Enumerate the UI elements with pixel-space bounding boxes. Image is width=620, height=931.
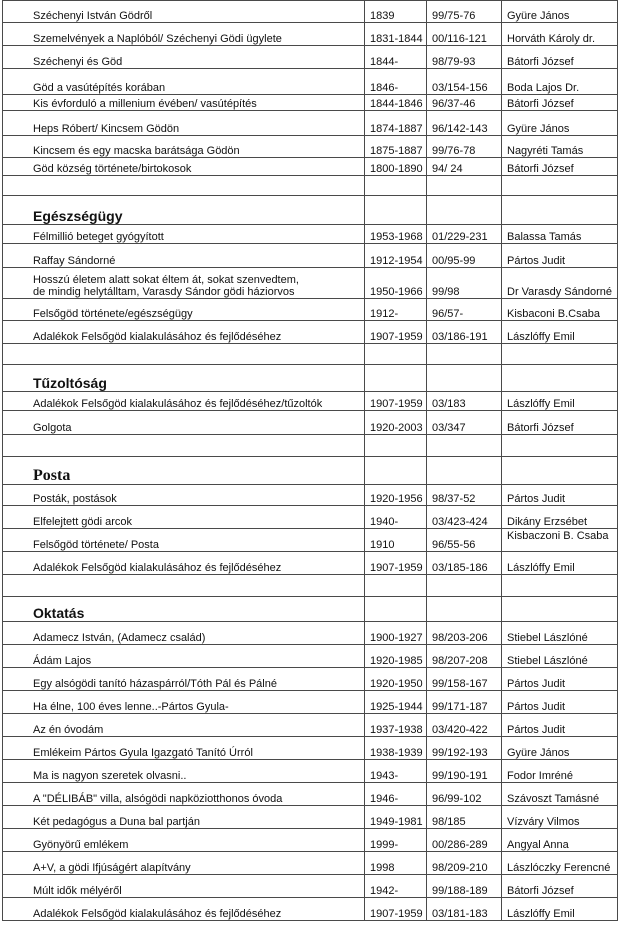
issue-page-ref: 03/181-183	[427, 898, 502, 921]
author-name: Vízváry Vilmos	[502, 806, 618, 829]
empty-cell	[365, 196, 427, 225]
issue-page-ref: 03/186-191	[427, 321, 502, 344]
article-title: Az én óvodám	[3, 714, 365, 737]
article-title: Hosszú életem alatt sokat éltem át, sokat szenvedtem, de mindig helytálltam, Varasdy Sándor gödi háziorvos	[3, 268, 365, 299]
table-row	[3, 69, 618, 95]
year-range: 1999-	[365, 829, 427, 852]
empty-cell	[502, 344, 618, 365]
section-heading-row	[3, 196, 618, 225]
article-title: Adalékok Felsőgöd kialakulásához és fejlődéséhez/tűzoltók	[3, 392, 365, 411]
table-row	[3, 622, 618, 645]
article-title: Adalékok Felsőgöd kialakulásához és fejlődéséhez	[3, 321, 365, 344]
year-range: 1874-1887	[365, 111, 427, 136]
table-row	[3, 1, 618, 23]
author-name: Lászlóffy Emil	[502, 898, 618, 921]
year-range: 1875-1887	[365, 136, 427, 158]
table-row	[3, 691, 618, 714]
article-title: Ádám Lajos	[3, 645, 365, 668]
issue-page-ref: 03/423-424	[427, 506, 502, 529]
article-title: Ha élne, 100 éves lenne..-Pártos Gyula-	[3, 691, 365, 714]
year-range: 1907-1959	[365, 552, 427, 575]
table-row	[3, 411, 618, 435]
year-range: 1844-1846	[365, 95, 427, 111]
table-row	[3, 645, 618, 668]
year-range: 1943-	[365, 760, 427, 783]
author-name: Pártos Judit	[502, 714, 618, 737]
author-name: Boda Lajos Dr.	[502, 69, 618, 95]
table-row	[3, 111, 618, 136]
author-name: Szávoszt Tamásné	[502, 783, 618, 806]
issue-page-ref: 96/99-102	[427, 783, 502, 806]
issue-page-ref: 98/207-208	[427, 645, 502, 668]
issue-page-ref: 03/154-156	[427, 69, 502, 95]
table-row	[3, 714, 618, 737]
year-range: 1907-1959	[365, 392, 427, 411]
year-range: 1907-1959	[365, 898, 427, 921]
article-title: Kincsem és egy macska barátsága Gödön	[3, 136, 365, 158]
empty-cell	[502, 196, 618, 225]
issue-page-ref: 96/57-	[427, 299, 502, 321]
table-row	[3, 136, 618, 158]
issue-page-ref: 98/79-93	[427, 46, 502, 69]
table-row	[3, 529, 618, 552]
table-row	[3, 244, 618, 268]
issue-page-ref: 94/ 24	[427, 158, 502, 176]
author-name: Gyüre János	[502, 737, 618, 760]
year-range: 1910	[365, 529, 427, 552]
year-range: 1925-1944	[365, 691, 427, 714]
year-range: 1949-1981	[365, 806, 427, 829]
article-title: Ma is nagyon szeretek olvasni..	[3, 760, 365, 783]
empty-cell	[365, 597, 427, 622]
empty-cell	[427, 457, 502, 485]
article-title: Széchenyi és Göd	[3, 46, 365, 69]
article-title: Szemelvények a Naplóból/ Széchenyi Gödi ügylete	[3, 23, 365, 46]
empty-cell	[502, 597, 618, 622]
year-range: 1920-1985	[365, 645, 427, 668]
table-body	[3, 1, 618, 921]
issue-page-ref: 99/188-189	[427, 875, 502, 898]
year-range: 1938-1939	[365, 737, 427, 760]
issue-page-ref: 98/37-52	[427, 485, 502, 506]
article-title: Múlt idők mélyéről	[3, 875, 365, 898]
table-row	[3, 806, 618, 829]
author-name: Bátorfi József	[502, 95, 618, 111]
author-name: Lászlóffy Emil	[502, 552, 618, 575]
article-title: Raffay Sándorné	[3, 244, 365, 268]
section-heading-row	[3, 597, 618, 622]
year-range: 1940-	[365, 506, 427, 529]
author-name: Stiebel Lászlóné	[502, 622, 618, 645]
table-row	[3, 95, 618, 111]
empty-cell	[427, 196, 502, 225]
author-name: Balassa Tamás	[502, 225, 618, 244]
article-title: A "DÉLIBÁB" villa, alsógödi napköziotthonos óvoda	[3, 783, 365, 806]
empty-cell	[427, 365, 502, 392]
issue-page-ref: 99/76-78	[427, 136, 502, 158]
article-title: Felsőgöd története/egészségügy	[3, 299, 365, 321]
empty-cell	[365, 435, 427, 457]
empty-cell	[502, 435, 618, 457]
year-range: 1950-1966	[365, 268, 427, 299]
issue-page-ref: 99/171-187	[427, 691, 502, 714]
author-name: Lászlóffy Emil	[502, 321, 618, 344]
year-range: 1844-	[365, 46, 427, 69]
empty-cell	[502, 365, 618, 392]
article-title: Adamecz István, (Adamecz család)	[3, 622, 365, 645]
author-name: Lászlóczky Ferencné	[502, 852, 618, 875]
table-row	[3, 829, 618, 852]
table-row	[3, 225, 618, 244]
article-title: Gyönyörű emlékem	[3, 829, 365, 852]
author-name: Horváth Károly dr.	[502, 23, 618, 46]
year-range: 1942-	[365, 875, 427, 898]
empty-cell	[427, 597, 502, 622]
year-range: 1920-1950	[365, 668, 427, 691]
year-range: 1953-1968	[365, 225, 427, 244]
bibliography-table	[2, 0, 618, 921]
empty-cell	[365, 365, 427, 392]
issue-page-ref: 03/347	[427, 411, 502, 435]
article-title: Széchenyi István Gödről	[3, 1, 365, 23]
author-name: Pártos Judit	[502, 244, 618, 268]
empty-cell	[3, 575, 365, 597]
author-name: Lászlóffy Emil	[502, 392, 618, 411]
article-title: Adalékok Felsőgöd kialakulásához és fejlődéséhez	[3, 898, 365, 921]
section-heading: Egészségügy	[3, 196, 365, 225]
table-row	[3, 23, 618, 46]
author-name: Gyüre János	[502, 111, 618, 136]
author-name: Fodor Imréné	[502, 760, 618, 783]
article-title: A+V, a gödi Ifjúságért alapítvány	[3, 852, 365, 875]
author-name: Pártos Judit	[502, 485, 618, 506]
issue-page-ref: 03/185-186	[427, 552, 502, 575]
empty-cell	[3, 344, 365, 365]
table-row	[3, 875, 618, 898]
table-row	[3, 299, 618, 321]
table-row	[3, 783, 618, 806]
year-range: 1907-1959	[365, 321, 427, 344]
year-range: 1831-1844	[365, 23, 427, 46]
empty-cell	[502, 176, 618, 196]
issue-page-ref: 96/55-56	[427, 529, 502, 552]
blank-row	[3, 435, 618, 457]
empty-cell	[365, 176, 427, 196]
author-name: Kisbaconi B.Csaba	[502, 299, 618, 321]
table-row	[3, 46, 618, 69]
table-row	[3, 552, 618, 575]
author-name: Angyal Anna	[502, 829, 618, 852]
article-title: Posták, postások	[3, 485, 365, 506]
table-row	[3, 898, 618, 921]
issue-page-ref: 01/229-231	[427, 225, 502, 244]
year-range: 1846-	[365, 69, 427, 95]
section-heading-row	[3, 457, 618, 485]
empty-cell	[502, 457, 618, 485]
empty-cell	[3, 176, 365, 196]
issue-page-ref: 98/203-206	[427, 622, 502, 645]
issue-page-ref: 00/286-289	[427, 829, 502, 852]
author-name: Nagyréti Tamás	[502, 136, 618, 158]
author-name: Bátorfi József	[502, 158, 618, 176]
empty-cell	[3, 435, 365, 457]
issue-page-ref: 96/37-46	[427, 95, 502, 111]
table-row	[3, 158, 618, 176]
article-title: Göd a vasútépítés korában	[3, 69, 365, 95]
table-row	[3, 392, 618, 411]
table-row	[3, 321, 618, 344]
year-range: 1839	[365, 1, 427, 23]
issue-page-ref: 99/158-167	[427, 668, 502, 691]
year-range: 1920-2003	[365, 411, 427, 435]
issue-page-ref: 96/142-143	[427, 111, 502, 136]
issue-page-ref: 03/420-422	[427, 714, 502, 737]
table-row	[3, 668, 618, 691]
author-name: Stiebel Lászlóné	[502, 645, 618, 668]
blank-row	[3, 176, 618, 196]
author-name: Dikány Erzsébet	[502, 506, 618, 529]
author-name: Bátorfi József	[502, 875, 618, 898]
author-name: Kisbaczoni B. Csaba	[502, 529, 618, 552]
issue-page-ref: 98/209-210	[427, 852, 502, 875]
empty-cell	[427, 435, 502, 457]
article-title: Felsőgöd története/ Posta	[3, 529, 365, 552]
author-name: Gyüre János	[502, 1, 618, 23]
article-title: Félmillió beteget gyógyított	[3, 225, 365, 244]
section-heading-row	[3, 365, 618, 392]
year-range: 1937-1938	[365, 714, 427, 737]
section-heading: Tűzoltóság	[3, 365, 365, 392]
issue-page-ref: 99/75-76	[427, 1, 502, 23]
issue-page-ref: 99/98	[427, 268, 502, 299]
blank-row	[3, 575, 618, 597]
article-title: Elfelejtett gödi arcok	[3, 506, 365, 529]
empty-cell	[427, 344, 502, 365]
author-name: Bátorfi József	[502, 411, 618, 435]
author-name: Bátorfi József	[502, 46, 618, 69]
issue-page-ref: 98/185	[427, 806, 502, 829]
year-range: 1900-1927	[365, 622, 427, 645]
year-range: 1946-	[365, 783, 427, 806]
empty-cell	[365, 344, 427, 365]
article-title: Emlékeim Pártos Gyula Igazgató Tanító Úrról	[3, 737, 365, 760]
year-range: 1920-1956	[365, 485, 427, 506]
blank-row	[3, 344, 618, 365]
section-heading: Oktatás	[3, 597, 365, 622]
issue-page-ref: 99/190-191	[427, 760, 502, 783]
article-title: Adalékok Felsőgöd kialakulásához és fejlődéséhez	[3, 552, 365, 575]
table-row	[3, 485, 618, 506]
issue-page-ref: 99/192-193	[427, 737, 502, 760]
article-title: Kis évforduló a millenium évében/ vasútépítés	[3, 95, 365, 111]
author-name: Dr Varasdy Sándorné	[502, 268, 618, 299]
table-row	[3, 268, 618, 299]
article-title: Egy alsógödi tanító házaspárról/Tóth Pál és Pálné	[3, 668, 365, 691]
article-title: Golgota	[3, 411, 365, 435]
year-range: 1912-	[365, 299, 427, 321]
article-title: Két pedagógus a Duna bal partján	[3, 806, 365, 829]
table-row	[3, 506, 618, 529]
year-range: 1998	[365, 852, 427, 875]
table-row	[3, 737, 618, 760]
issue-page-ref: 03/183	[427, 392, 502, 411]
year-range: 1912-1954	[365, 244, 427, 268]
author-name: Pártos Judit	[502, 668, 618, 691]
table-row	[3, 852, 618, 875]
empty-cell	[365, 575, 427, 597]
issue-page-ref: 00/95-99	[427, 244, 502, 268]
empty-cell	[365, 457, 427, 485]
year-range: 1800-1890	[365, 158, 427, 176]
article-title: Göd község története/birtokosok	[3, 158, 365, 176]
author-name: Pártos Judit	[502, 691, 618, 714]
empty-cell	[502, 575, 618, 597]
article-title: Heps Róbert/ Kincsem Gödön	[3, 111, 365, 136]
empty-cell	[427, 176, 502, 196]
table-row	[3, 760, 618, 783]
section-heading: Posta	[3, 457, 365, 485]
empty-cell	[427, 575, 502, 597]
issue-page-ref: 00/116-121	[427, 23, 502, 46]
